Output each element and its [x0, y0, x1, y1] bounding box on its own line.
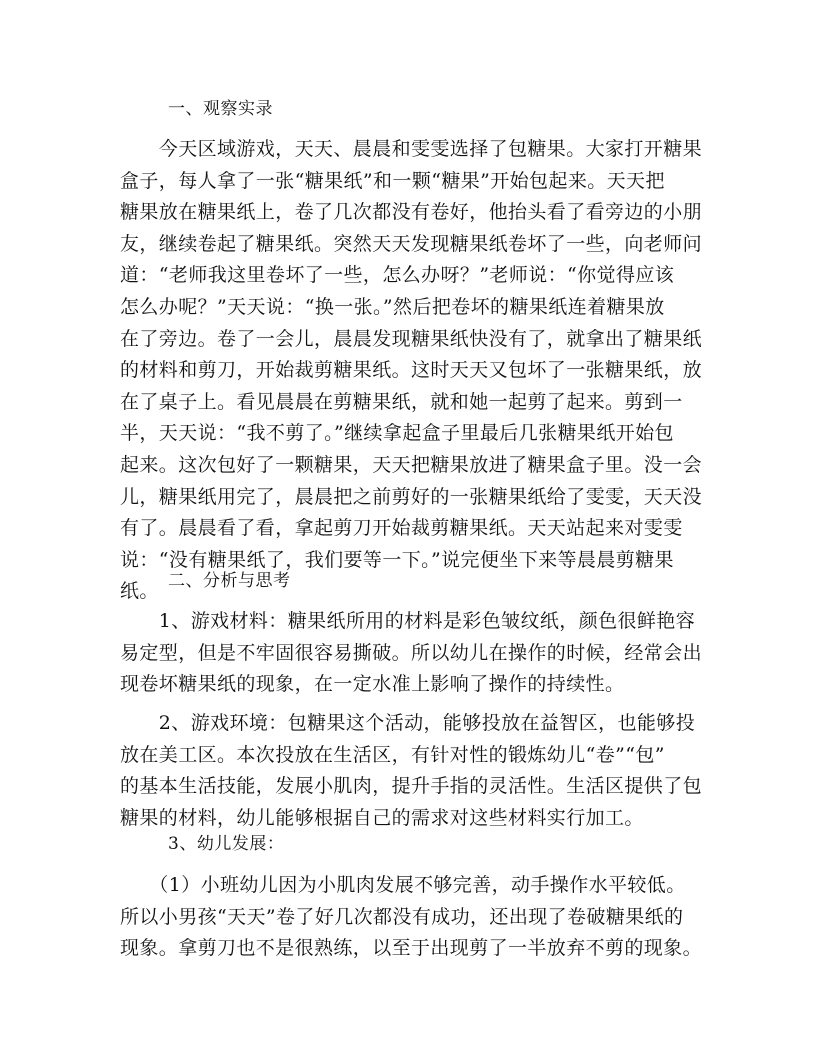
text-line: 怎么办呢？”天天说：“换一张。”然后把卷坏的糖果纸连着糖果放	[120, 295, 665, 318]
text-line: 在了旁边。卷了一会儿，晨晨发现糖果纸快没有了，就拿出了糖果纸	[120, 327, 703, 350]
text-line: 盒子，每人拿了一张“糖果纸”和一颗“糖果”开始包起来。天天把	[120, 169, 665, 192]
text-line: 的基本生活技能，发展小肌肉，提升手指的灵活性。生活区提供了包	[120, 775, 703, 798]
text-line: 糖果放在糖果纸上，卷了几次都没有卷好，他抬头看了看旁边的小朋	[120, 201, 703, 224]
text-line: 现象。拿剪刀也不是很熟练，以至于出现剪了一半放弃不剪的现象。	[120, 937, 703, 960]
paragraph-environment	[120, 708, 703, 834]
text-line: 糖果的材料，幼儿能够根据自己的需求对这些材料实行加工。	[120, 806, 644, 829]
text-line: 说：“没有糖果纸了，我们要等一下。”说完便坐下来等晨晨剪糖果	[120, 548, 674, 571]
text-line: 所以小男孩“天天”卷了好几次都没有成功，还出现了卷破糖果纸的	[120, 905, 684, 928]
section-heading-analysis: 二、分析与思考	[168, 571, 291, 591]
text-line: 的材料和剪刀，开始裁剪糖果纸。这时天天又包坏了一张糖果纸，放	[120, 359, 703, 382]
text-line: 现卷坏糖果纸的现象，在一定水准上影响了操作的持续性。	[120, 673, 625, 696]
text-line: 纸。	[120, 580, 159, 603]
section-heading-development: 3、幼儿发展：	[168, 834, 285, 854]
paragraph-observation	[120, 134, 703, 608]
text-line: 放在美工区。本次投放在生活区，有针对性的锻炼幼儿“卷”“包”	[120, 743, 665, 766]
text-line: 起来。这次包好了一颗糖果，天天把糖果放进了糖果盒子里。没一会	[120, 453, 703, 476]
section-heading-observation: 一、观察实录	[168, 99, 273, 119]
paragraph-development-1	[120, 870, 703, 965]
text-line: 在了桌子上。看见晨晨在剪糖果纸，就和她一起剪了起来。剪到一	[120, 390, 683, 413]
text-line: 1、游戏材料：糖果纸所用的材料是彩色皱纹纸，颜色很鲜艳容	[120, 610, 696, 632]
paragraph-materials	[120, 606, 703, 701]
text-line: 2、游戏环境：包糖果这个活动，能够投放在益智区，也能够投	[120, 712, 696, 734]
text-line: 今天区域游戏，天天、晨晨和雯雯选择了包糖果。大家打开糖果	[120, 138, 703, 160]
text-line: 半，天天说：“我不剪了。”继续拿起盒子里最后几张糖果纸开始包	[120, 422, 674, 445]
text-line: 友，继续卷起了糖果纸。突然天天发现糖果纸卷坏了一些，向老师问	[120, 232, 703, 255]
text-line: 道：“老师我这里卷坏了一些，怎么办呀？”老师说：“你觉得应该	[120, 264, 675, 287]
text-line: 儿，糖果纸用完了，晨晨把之前剪好的一张糖果纸给了雯雯，天天没	[120, 485, 703, 508]
text-line: 有了。晨晨看了看，拿起剪刀开始裁剪糖果纸。天天站起来对雯雯	[120, 517, 683, 540]
text-line: （1）小班幼儿因为小肌肉发展不够完善，动手操作水平较低。	[120, 874, 686, 896]
text-line: 易定型，但是不牢固很容易撕破。所以幼儿在操作的时候，经常会出	[120, 641, 703, 664]
